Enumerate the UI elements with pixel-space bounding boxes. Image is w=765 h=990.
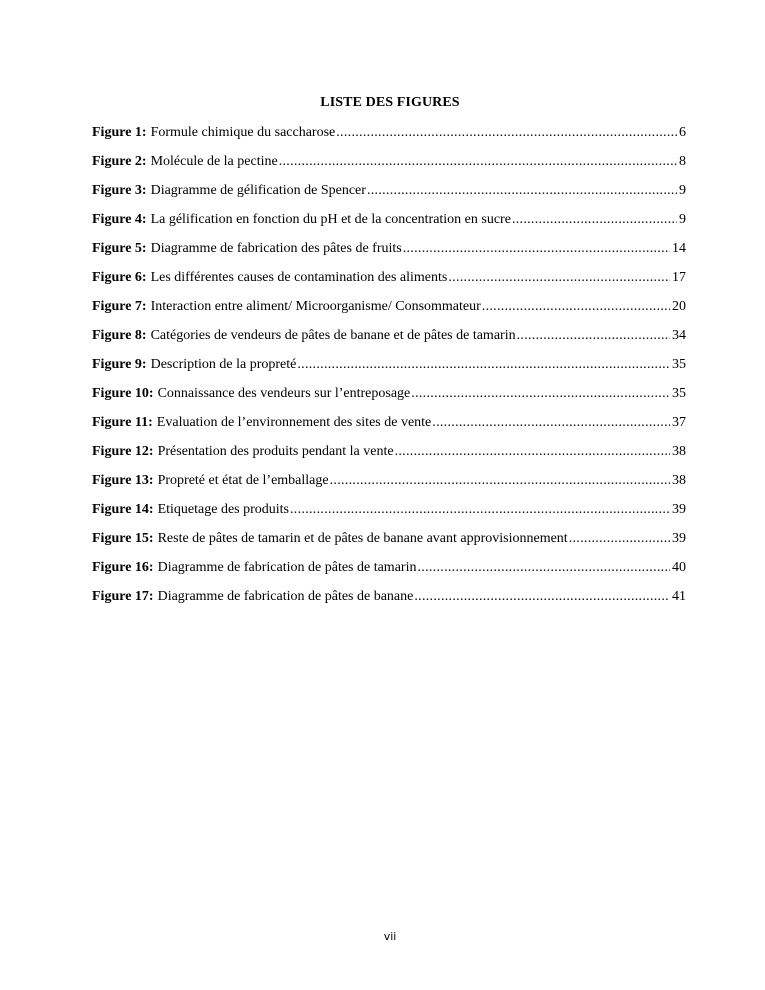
dot-leader — [448, 267, 670, 289]
figure-label: Figure 7: — [92, 299, 147, 314]
figure-page-number: 17 — [672, 270, 686, 285]
figure-caption: Diagramme de fabrication de pâtes de banane — [157, 589, 414, 604]
dot-leader — [403, 238, 670, 260]
figure-caption: Connaissance des vendeurs sur l’entreposage — [157, 386, 411, 401]
figure-entry-2 — [92, 151, 686, 180]
figure-label: Figure 8: — [92, 328, 147, 343]
figure-page-number: 41 — [672, 589, 686, 604]
figure-caption: Formule chimique du saccharose — [150, 125, 336, 140]
figure-entry-17 — [92, 586, 686, 615]
figure-page-number: 38 — [672, 444, 686, 459]
figure-label: Figure 10: — [92, 386, 154, 401]
figure-label: Figure 5: — [92, 241, 147, 256]
figure-label: Figure 12: — [92, 444, 154, 459]
figure-page-number: 9 — [679, 212, 686, 227]
figure-entry-12 — [92, 441, 686, 470]
dot-leader — [432, 412, 670, 434]
figure-entry-15 — [92, 528, 686, 557]
figure-label: Figure 9: — [92, 357, 147, 372]
page-number: vii — [383, 930, 397, 943]
figure-caption: Présentation des produits pendant la vente — [157, 444, 394, 459]
figure-entry-10 — [92, 383, 686, 412]
figure-page-number: 9 — [679, 183, 686, 198]
figure-caption: Les différentes causes de contamination des aliments — [150, 270, 448, 285]
figure-page-number: 8 — [679, 154, 686, 169]
figure-label: Figure 11: — [92, 415, 153, 430]
dot-leader — [330, 470, 670, 492]
figure-caption: Diagramme de fabrication de pâtes de tamarin — [157, 560, 417, 575]
figure-caption: Interaction entre aliment/ Microorganisme/ Consommateur — [150, 299, 481, 314]
figure-label: Figure 17: — [92, 589, 154, 604]
figure-label: Figure 1: — [92, 125, 147, 140]
figure-label: Figure 16: — [92, 560, 154, 575]
figure-caption: Diagramme de gélification de Spencer — [150, 183, 366, 198]
figure-page-number: 20 — [672, 299, 686, 314]
dot-leader — [482, 296, 670, 318]
figure-page-number: 6 — [679, 125, 686, 140]
figure-entry-1 — [92, 122, 686, 151]
dot-leader — [411, 383, 670, 405]
figure-label: Figure 4: — [92, 212, 147, 227]
figure-entry-6 — [92, 267, 686, 296]
figure-page-number: 38 — [672, 473, 686, 488]
list-of-figures — [92, 122, 686, 615]
figure-caption: Molécule de la pectine — [150, 154, 278, 169]
figure-page-number: 35 — [672, 357, 686, 372]
figure-entry-11 — [92, 412, 686, 441]
figure-entry-13 — [92, 470, 686, 499]
figure-entry-7 — [92, 296, 686, 325]
dot-leader — [414, 586, 670, 608]
figure-page-number: 35 — [672, 386, 686, 401]
figure-label: Figure 14: — [92, 502, 154, 517]
figure-caption: Etiquetage des produits — [157, 502, 289, 517]
figure-caption: Propreté et état de l’emballage — [157, 473, 329, 488]
figure-entry-9 — [92, 354, 686, 383]
figure-entry-16 — [92, 557, 686, 586]
figure-caption: Description de la propreté — [150, 357, 297, 372]
dot-leader — [569, 528, 670, 550]
page-title: LISTE DES FIGURES — [320, 95, 460, 110]
figure-label: Figure 15: — [92, 531, 154, 546]
figure-caption: Reste de pâtes de tamarin et de pâtes de banane avant approvisionnement — [157, 531, 568, 546]
dot-leader — [297, 354, 670, 376]
dot-leader — [279, 151, 677, 173]
figure-entry-4 — [92, 209, 686, 238]
figure-label: Figure 13: — [92, 473, 154, 488]
figure-caption: Diagramme de fabrication des pâtes de fruits — [150, 241, 402, 256]
figure-page-number: 34 — [672, 328, 686, 343]
dot-leader — [512, 209, 677, 231]
figure-entry-8 — [92, 325, 686, 354]
figure-page-number: 14 — [672, 241, 686, 256]
dot-leader — [336, 122, 677, 144]
figure-page-number: 37 — [672, 415, 686, 430]
figure-caption: La gélification en fonction du pH et de la concentration en sucre — [150, 212, 511, 227]
dot-leader — [367, 180, 677, 202]
figure-page-number: 40 — [672, 560, 686, 575]
figure-page-number: 39 — [672, 531, 686, 546]
dot-leader — [395, 441, 670, 463]
figure-entry-14 — [92, 499, 686, 528]
figure-page-number: 39 — [672, 502, 686, 517]
figure-label: Figure 6: — [92, 270, 147, 285]
figure-label: Figure 2: — [92, 154, 147, 169]
figure-caption: Catégories de vendeurs de pâtes de banane et de pâtes de tamarin — [150, 328, 516, 343]
dot-leader — [290, 499, 670, 521]
dot-leader — [417, 557, 670, 579]
figure-caption: Evaluation de l’environnement des sites de vente — [156, 415, 432, 430]
figure-entry-5 — [92, 238, 686, 267]
dot-leader — [517, 325, 670, 347]
figure-label: Figure 3: — [92, 183, 147, 198]
figure-entry-3 — [92, 180, 686, 209]
